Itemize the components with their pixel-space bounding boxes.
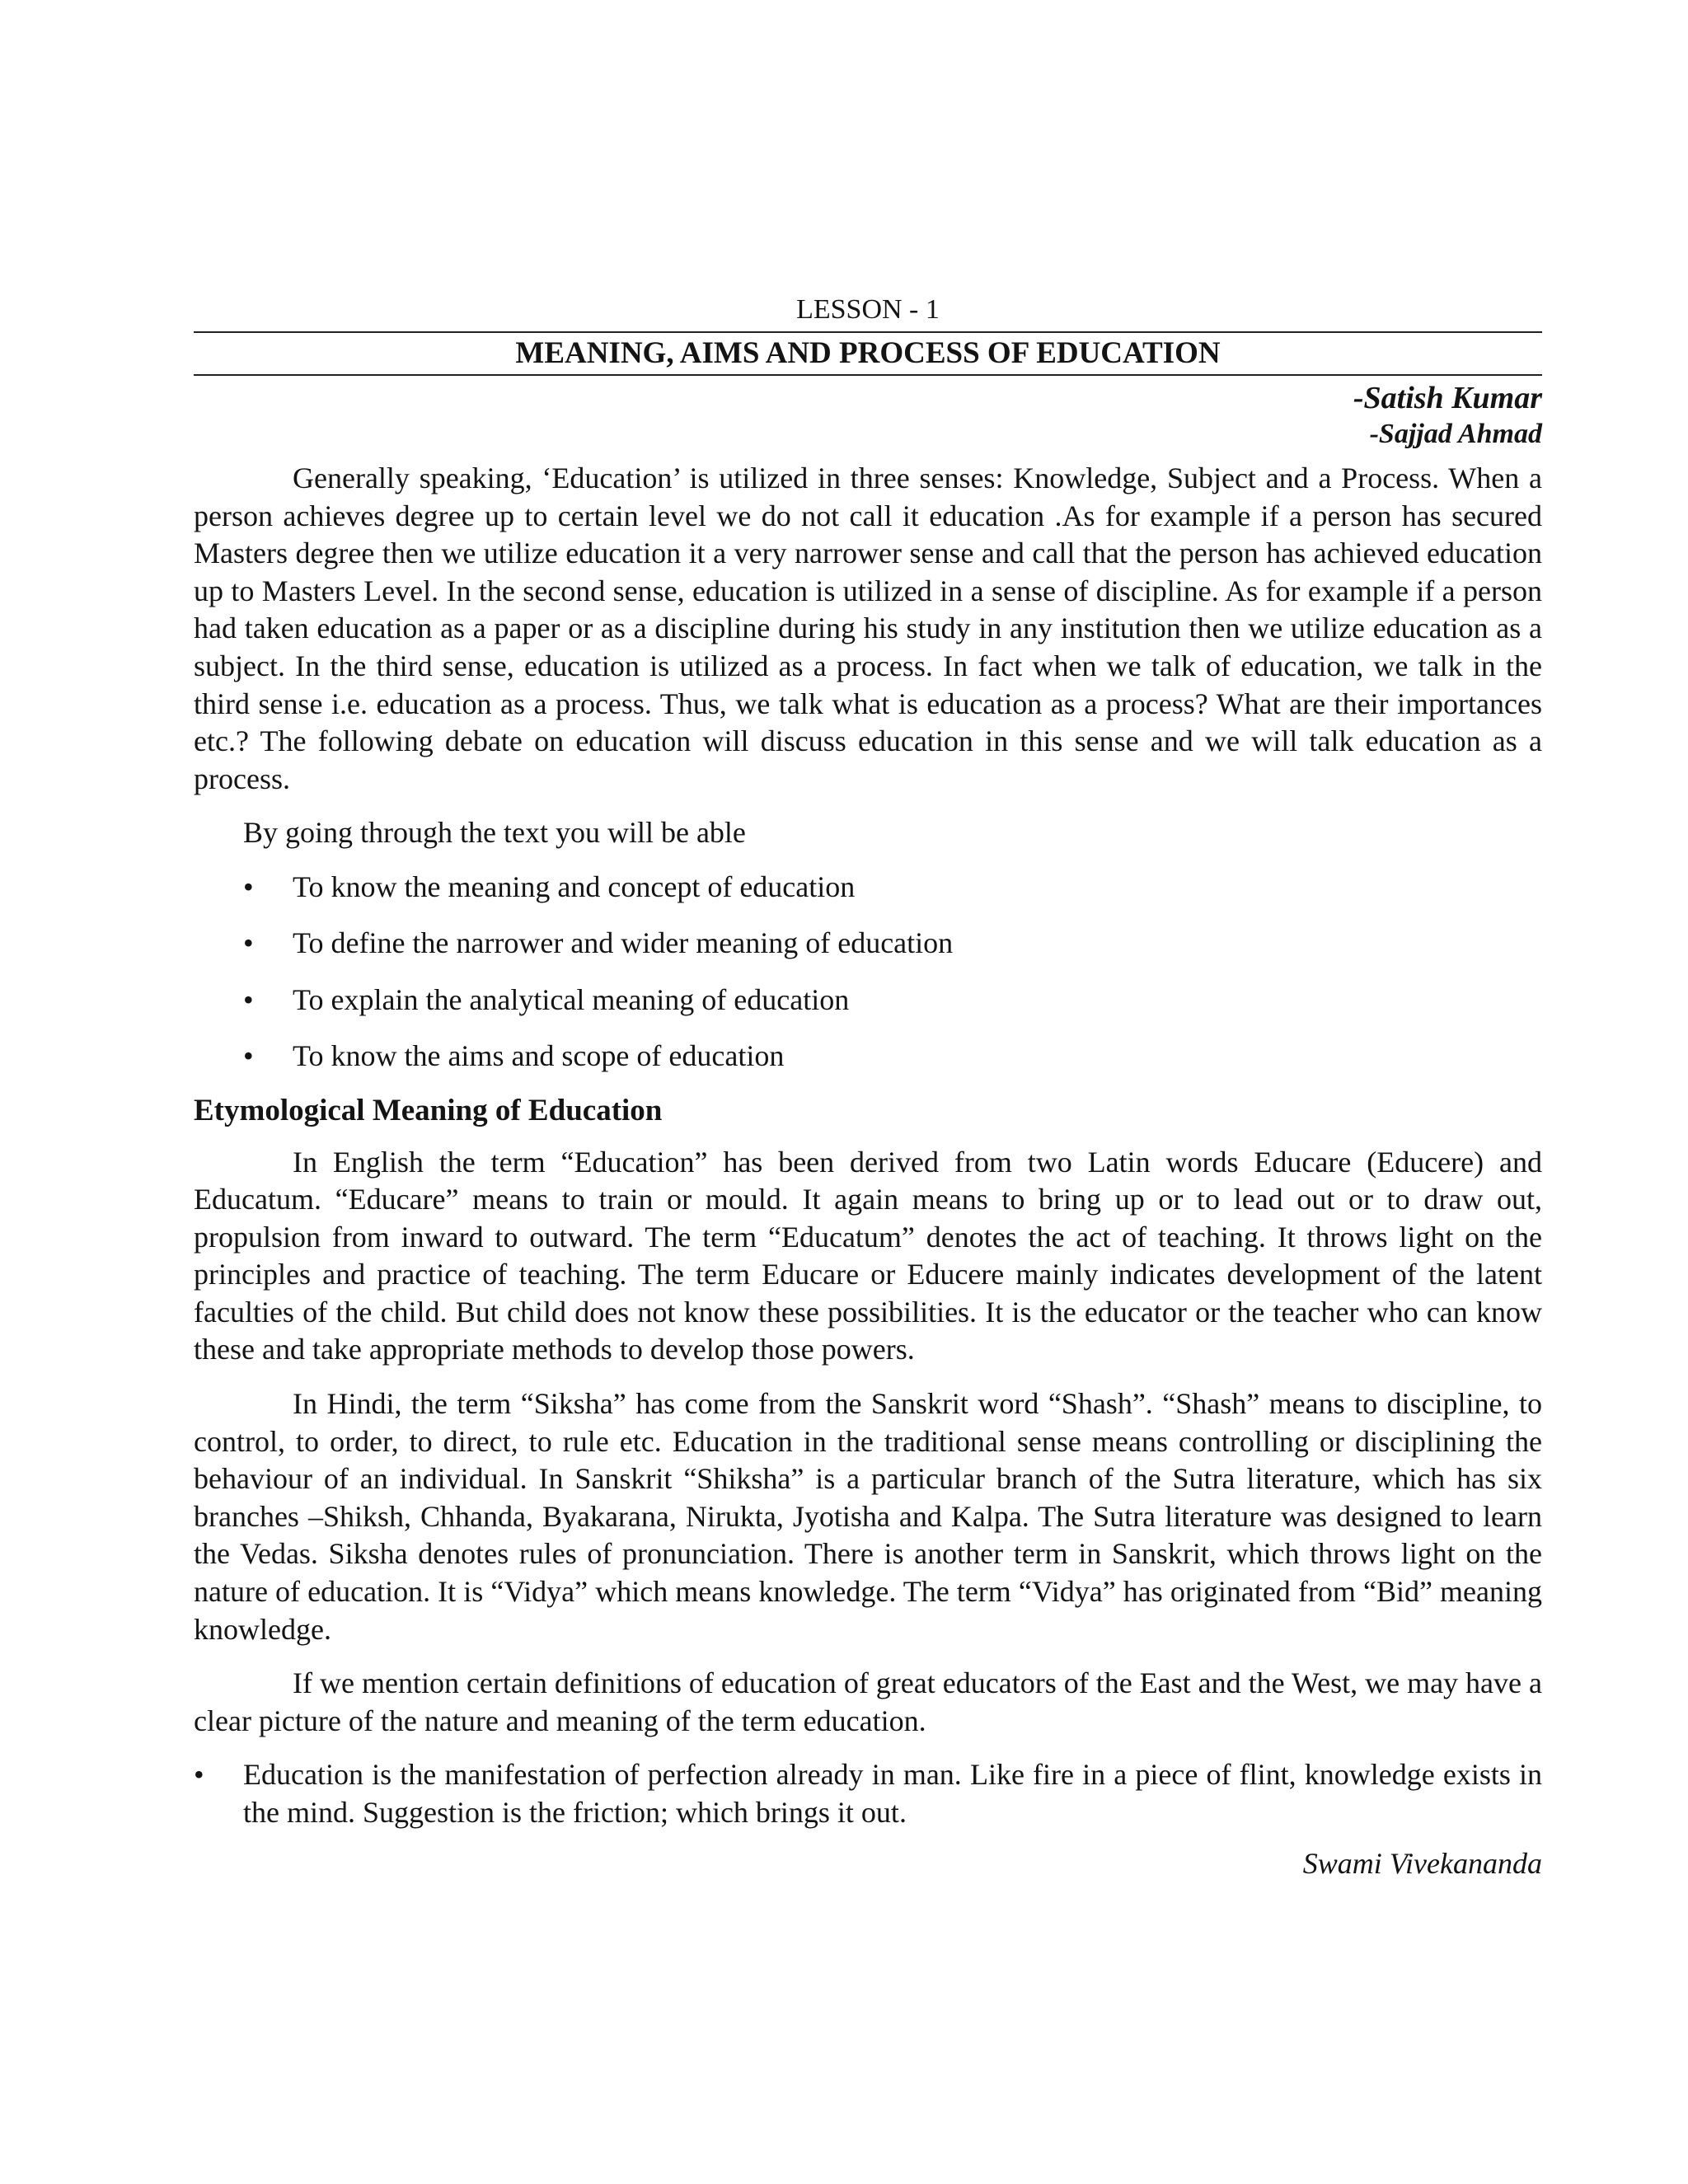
objective-item	[194, 925, 1542, 963]
definition-quote	[194, 1756, 1542, 1831]
objective-item	[194, 1038, 1542, 1076]
intro-paragraph: Generally speaking, ‘Education’ is utilized in three senses: Knowledge, Subject and a Process. When a person achieves degree up to certain level we do not call it education .As for example if a person has secured Masters degree then we utilize education it a very narrower sense and call that the person has achieved education up to Masters Level. In the second sense, education is utilized in a sense of discipline. As for example if a person had taken education as a paper or as a discipline during his study in any institution then we utilize education as a subject. In the third sense, education is utilized as a process. In fact when we talk of education, we talk in the third sense i.e. education as a process. Thus, we talk what is education as a process? What are their importances etc.? The following debate on education will discuss education in this sense and we will talk education as a process.	[194, 462, 1542, 795]
document-page	[194, 293, 1542, 1882]
quote-attribution: Swami Vivekananda	[1302, 1846, 1542, 1880]
bullet-icon: •	[243, 926, 254, 960]
objectives-list	[194, 869, 1542, 1076]
etymology-hindi-paragraph: In Hindi, the term “Siksha” has come from the Sanskrit word “Shash”. “Shash” means to discipline, to control, to order, to direct, to rule etc. Education in the traditional sense means controlling or disciplining the behaviour of an individual. In Sanskrit “Shiksha” is a particular branch of the Sutra literature, which has six branches –Shiksh, Chhanda, Byakarana, Nirukta, Jyotisha and Kalpa. The Sutra literature was designed to learn the Vedas. Siksha denotes rules of pronunciation. There is another term in Sanskrit, which throws light on the nature of education. It is “Vidya” which means knowledge. The term “Vidya” has originated from “Bid” meaning knowledge.	[194, 1387, 1542, 1646]
author-primary: -Satish Kumar	[1353, 381, 1542, 415]
bullet-icon: •	[243, 1039, 254, 1073]
bullet-icon: •	[243, 869, 254, 903]
etymology-english-paragraph: In English the term “Education” has been derived from two Latin words Educare (Educere) and Educatum. “Educare” means to train or mould. It again means to bring up or to lead out or to draw out, propulsion from inward to outward. The term “Educatum” denotes the act of teaching. It throws light on the principles and practice of teaching. The term Educare or Educere mainly indicates development of the latent faculties of the child. But child does not know these possibilities. It is the educator or the teacher who can know these and take appropriate methods to develop those powers.	[194, 1145, 1542, 1366]
objectives-lead: By going through the text you will be able	[243, 816, 746, 850]
bullet-icon: •	[194, 1758, 204, 1792]
lesson-label: LESSON - 1	[796, 294, 940, 325]
objective-text: To define the narrower and wider meaning of education	[293, 926, 954, 960]
bullet-icon: •	[243, 982, 254, 1016]
objective-text: To explain the analytical meaning of education	[293, 982, 850, 1016]
objective-text: To know the aims and scope of education	[293, 1039, 785, 1073]
objective-item	[194, 982, 1542, 1019]
page-title: MEANING, AIMS AND PROCESS OF EDUCATION	[515, 336, 1221, 370]
objective-text: To know the meaning and concept of education	[293, 869, 856, 903]
definition-quote-text: Education is the manifestation of perfection already in man. Like fire in a piece of flint, knowledge exists in the mind. Suggestion is the friction; which brings it out.	[243, 1758, 1542, 1829]
author-secondary: -Sajjad Ahmad	[1369, 419, 1542, 449]
title-bottom-rule	[194, 374, 1542, 376]
objective-item	[194, 869, 1542, 907]
definitions-intro-paragraph: If we mention certain definitions of education of great educators of the East and the West, we may have a clear picture of the nature and meaning of the term education.	[194, 1666, 1542, 1737]
section-heading: Etymological Meaning of Education	[194, 1093, 663, 1127]
